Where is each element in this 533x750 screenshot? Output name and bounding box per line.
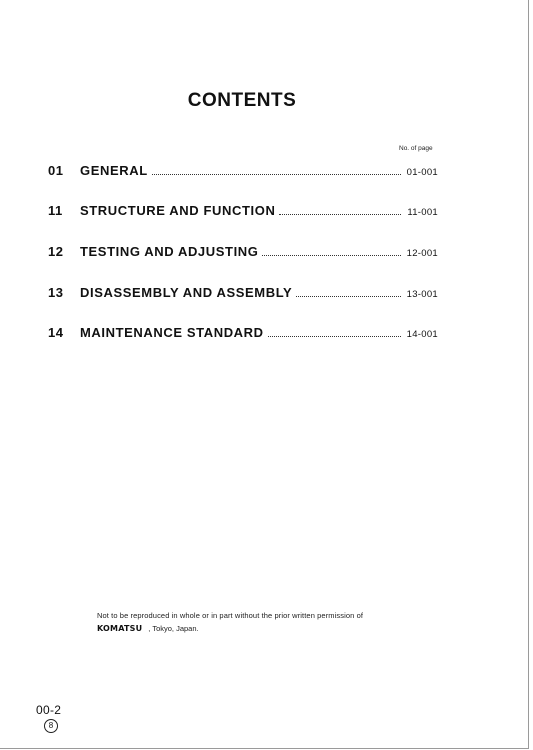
dot-leader	[279, 213, 401, 215]
page-title: CONTENTS	[187, 90, 297, 111]
toc-entry-number: 11	[48, 203, 63, 219]
toc-entry-label: GENERAL	[80, 162, 148, 178]
dot-leader	[262, 254, 400, 256]
toc-entry-number: 13	[48, 284, 64, 300]
table-of-contents	[48, 149, 438, 352]
toc-entry-number: 12	[48, 244, 64, 260]
toc-entry-structure-and-function[interactable]	[48, 190, 438, 231]
toc-entry-general[interactable]	[48, 149, 438, 190]
toc-entry-label: DISASSEMBLY AND ASSEMBLY	[80, 284, 293, 300]
komatsu-logo: KOMATSU	[97, 624, 143, 633]
toc-entry-label: STRUCTURE AND FUNCTION	[80, 203, 276, 219]
dot-leader	[268, 335, 401, 337]
page-column-header: No. of page	[399, 145, 433, 152]
toc-entry-number: 01	[48, 162, 64, 178]
dot-leader	[296, 295, 400, 297]
toc-entry-page: 01-001	[406, 166, 438, 178]
copyright-notice: Not to be reproduced in whole or in part without the prior written permission of	[97, 611, 364, 620]
dot-leader	[152, 173, 401, 175]
toc-entry-page: 12-001	[406, 248, 438, 260]
revision-number-badge: 8	[44, 719, 58, 733]
toc-entry-page: 14-001	[406, 329, 438, 341]
toc-entry-disassembly-and-assembly[interactable]	[48, 271, 438, 312]
footer-page-code: 00-2	[36, 703, 62, 717]
toc-entry-label: MAINTENANCE STANDARD	[80, 325, 264, 341]
toc-entry-page: 13-001	[406, 288, 438, 300]
toc-entry-testing-and-adjusting[interactable]	[48, 230, 438, 271]
toc-entry-maintenance-standard[interactable]	[48, 312, 438, 353]
toc-entry-page: 11-001	[407, 207, 438, 219]
toc-entry-number: 14	[48, 325, 64, 341]
copyright-notice-line2	[97, 624, 199, 633]
copyright-location: , Tokyo, Japan.	[148, 624, 199, 633]
toc-entry-label: TESTING AND ADJUSTING	[80, 244, 259, 260]
